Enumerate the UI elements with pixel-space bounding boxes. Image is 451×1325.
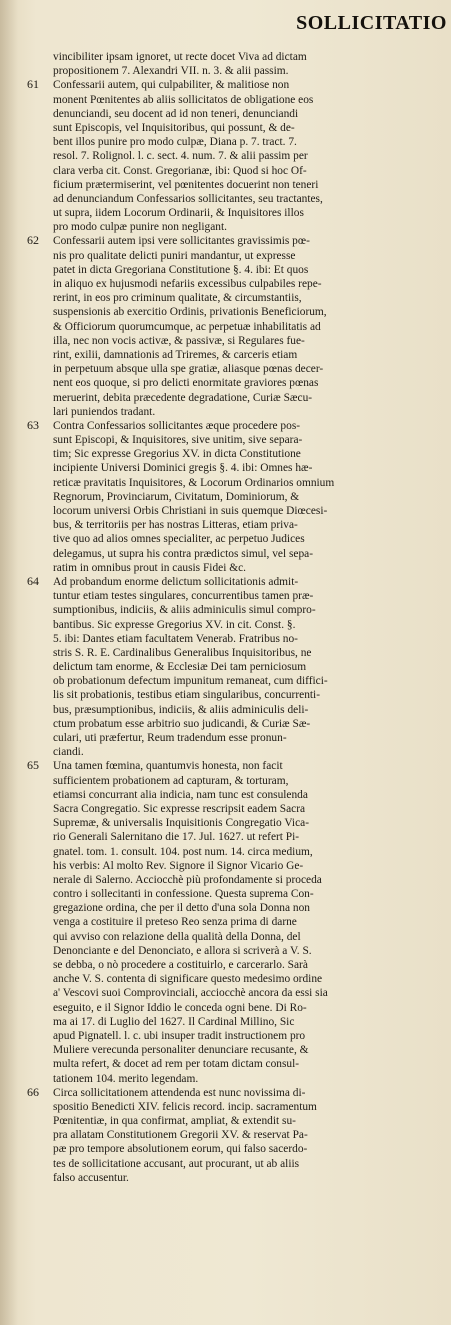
text-line: ficium prætermiserint, vel pœnitentes docuerint non teneri [53, 178, 319, 191]
text-line: illa, nec non vocis activæ, & passivæ, si Regulares fue- [53, 334, 305, 347]
text-line: pæ pro tempore absolutionem eorum, qui falso sacerdo- [53, 1143, 308, 1156]
text-line: multa refert, & docet ad rem per totam dictam consul- [53, 1058, 300, 1071]
text-line: resol. 7. Rolignol. l. c. sect. 4. num. 7. & alii passim per [53, 150, 308, 163]
text-line: pra allatam Constitutionem Gregorii XV. & reservat Pa- [53, 1129, 308, 1142]
text-line: denunciandi, seu docent ad id non teneri, denunciandi [53, 107, 299, 120]
text-line: qui avviso con relazione della qualità della Donna, del [53, 930, 301, 943]
body-text [0, 50, 451, 1185]
text-line: rerint, in eos pro criminum qualitate, & circumstantiis, [53, 292, 302, 305]
text-line: nent eos quoque, si pro delicti enormitate graviores pœnas [53, 377, 319, 390]
text-line: in aliquo ex hujusmodi nefariis excessibus culpabiles repe- [53, 278, 322, 290]
text-line: eseguito, e il Signor Iddio le conceda ogni bene. Di Ro- [53, 1001, 307, 1014]
running-title: SOLLICITATIO [296, 12, 447, 34]
paragraph [0, 50, 451, 78]
text-line: clara verba cit. Const. Gregorianæ, ibi: Quod si hoc Of- [53, 164, 307, 177]
text-line: Muliere verecunda personaliter denunciare recusante, & [53, 1044, 309, 1057]
text-line: vincibiliter ipsam ignoret, ut recte docet Viva ad dictam [53, 51, 307, 63]
text-line: rio Generali Salernitano die 17. Jul. 1627. ut refert Pi- [53, 831, 300, 844]
text-line: his verbis: Al molto Rev. Signore il Signor Vicario Ge- [53, 859, 304, 872]
text-line: propositionem 7. Alexandri VII. n. 3. & alii passim. [53, 65, 289, 78]
text-line: Sacra Congregatio. Sic expresse rescripsit eadem Sacra [53, 802, 306, 815]
text-line: ma ai 17. di Luglio del 1627. Il Cardinal Millino, Sic [53, 1015, 295, 1028]
paragraph-number: 61 [27, 77, 39, 92]
paragraph-number: 65 [27, 758, 39, 773]
text-line: locorum universi Orbis Christiani in suis quemque Diœcesi- [53, 505, 328, 517]
text-line: ctum probatum esse arbitrio suo judicandi, & Curiæ Sæ- [53, 717, 311, 730]
text-line: delegamus, ut supra his contra prædictos simul, vel sepa- [53, 547, 314, 560]
text-line: sufficientem probationem ad capturam, & torturam, [53, 774, 289, 787]
text-line: ciandi. [53, 746, 84, 759]
paragraph-number: 63 [27, 417, 39, 432]
text-line: venga a costituire il preteso Reo senza prima di darne [53, 916, 297, 929]
text-line: Circa sollicitationem attendenda est nunc novissima di- [53, 1086, 306, 1099]
text-line: Denonciante e del Denonciato, e allora si scriverà a V. S. [53, 944, 312, 957]
text-line: gregazione ordina, che per il detto d'una sola Donna non [53, 902, 310, 915]
text-line: meruerint, debita præcedente degradatione, Curiæ Sæcu- [53, 391, 313, 404]
text-line: falso accusentur. [53, 1171, 129, 1184]
text-line: Confessarii autem, qui culpabiliter, & malitiose non [53, 79, 290, 92]
text-line: etiamsi concurrant alia indicia, nam tunc est consulenda [53, 788, 308, 801]
text-line: suspensionis ab exercitio Ordinis, privationis Beneficiorum, [53, 306, 327, 319]
text-line: ut supra, iidem Locorum Ordinarii, & Inquisitores illos [53, 207, 304, 220]
text-line: Ad probandum enorme delictum sollicitationis admit- [53, 575, 299, 588]
text-line: a' Vescovi suoi Comprovinciali, acciocchè ancora da essi sia [53, 987, 328, 1000]
text-line: sunt Episcopi, & Inquisitores, sive unitim, sive separa- [53, 434, 303, 447]
text-line: delictum tam enorme, & Ecclesiæ Dei tam perniciosum [53, 661, 307, 674]
text-line: tes de sollicitatione accusant, aut procurant, ut ab aliis [53, 1157, 300, 1170]
text-line: & Officiorum quorumcumque, ac perpetuæ inhabilitatis ad [53, 320, 321, 333]
text-line: nerale di Salerno. Acciocchè più profondamente si proceda [53, 873, 322, 886]
text-line: patet in dicta Gregoriana Constitutione §. 4. ibi: Et quos [53, 263, 309, 276]
paragraph [0, 759, 451, 1085]
text-line: incipiente Universi Dominici gregis §. 4. ibi: Omnes hæ- [53, 462, 313, 475]
text-line: pro modo culpæ punire non negligant. [53, 221, 227, 234]
text-line: gnatel. tom. 1. consult. 104. post num. 14. circa medium, [53, 845, 313, 858]
text-line: lis sit probationis, testibus etiam singularibus, concurrenti- [53, 689, 321, 702]
text-line: contro i sollecitanti in confessione. Questa suprema Con- [53, 888, 314, 901]
text-line: monent Pœnitentes ab aliis sollicitatos de obligatione eos [53, 93, 314, 106]
paragraph [0, 575, 451, 759]
text-line: bus, & territoriis per has nostras Litteras, etiam priva- [53, 519, 298, 532]
text-line: se debba, o nò procedere a costituirlo, e carcerarlo. Sarà [53, 959, 308, 971]
text-line: tationem 104. merito legendam. [53, 1072, 199, 1085]
text-line: bantibus. Sic expresse Gregorius XV. in cit. Const. §. [53, 618, 296, 631]
text-line: Confessarii autem ipsi vere sollicitantes gravissimis pœ- [53, 235, 310, 248]
text-line: bent illos punire pro modo culpæ, Diana p. 7. tract. 7. [53, 136, 297, 149]
text-line: culari, uti præfertur, Reum tradendum esse pronun- [53, 732, 287, 744]
paragraph [0, 419, 451, 575]
text-line: anche V. S. contenta di significare questo medesimo ordine [53, 973, 323, 986]
text-line: sumptionibus, indiciis, & aliis adminiculis simul compro- [53, 604, 316, 617]
text-line: bus, præsumptionibus, indiciis, & aliis adminiculis deli- [53, 703, 309, 716]
text-line: spositio Benedicti XIV. felicis record. incip. sacramentum [53, 1100, 317, 1113]
text-line: lari puniendos tradant. [53, 405, 156, 418]
text-line: Contra Confessarios sollicitantes æque procedere pos- [53, 419, 301, 432]
text-line: 5. ibi: Dantes etiam facultatem Venerab. Fratribus no- [53, 632, 298, 645]
paragraph-number: 64 [27, 573, 39, 588]
text-line: Una tamen fœmina, quantumvis honesta, non facit [53, 760, 283, 773]
text-line: apud Pignatell. l. c. ubi insuper tradit instructionem pro [53, 1029, 306, 1042]
text-line: sunt Episcopis, vel Inquisitoribus, qui possunt, & de- [53, 121, 295, 134]
paragraph [0, 234, 451, 418]
text-line: rint, exilii, damnationis ad Triremes, & carceris etiam [53, 348, 298, 361]
paragraph [0, 1086, 451, 1185]
text-line: Supremæ, & universalis Inquisitionis Congregatio Vica- [53, 817, 309, 830]
text-line: in perpetuum absque ulla spe gratiæ, aliasque pœnas decer- [53, 363, 324, 376]
text-line: tuntur etiam testes singulares, concurrentibus tamen præ- [53, 590, 314, 603]
paragraph [0, 78, 451, 234]
text-line: Pœnitentiæ, in qua confirmat, ampliat, & extendit su- [53, 1115, 296, 1128]
text-line: ad denunciandum Confessarios sollicitantes, seu tractantes, [53, 192, 323, 205]
text-line: Regnorum, Provinciarum, Civitatum, Dominiorum, & [53, 490, 300, 503]
text-line: ob probationum defectum impunitum remaneat, cum diffici- [53, 675, 328, 688]
text-line: stris S. R. E. Cardinalibus Generalibus Inquisitoribus, ne [53, 646, 312, 659]
text-line: nis pro qualitate delicti puniri mandantur, ut expresse [53, 249, 296, 262]
text-line: tive quo ad alios omnes specialiter, ac perpetuo Judices [53, 533, 305, 546]
paragraph-number: 62 [27, 233, 39, 248]
text-line: reticæ pravitatis Inquisitores, & Locorum Ordinarios omnium [53, 476, 335, 489]
text-line: tim; Sic expresse Gregorius XV. in dicta Constitutione [53, 448, 301, 461]
text-line: ratim in omnibus prout in causis Fidei &c. [53, 561, 246, 574]
paragraph-number: 66 [27, 1084, 39, 1099]
